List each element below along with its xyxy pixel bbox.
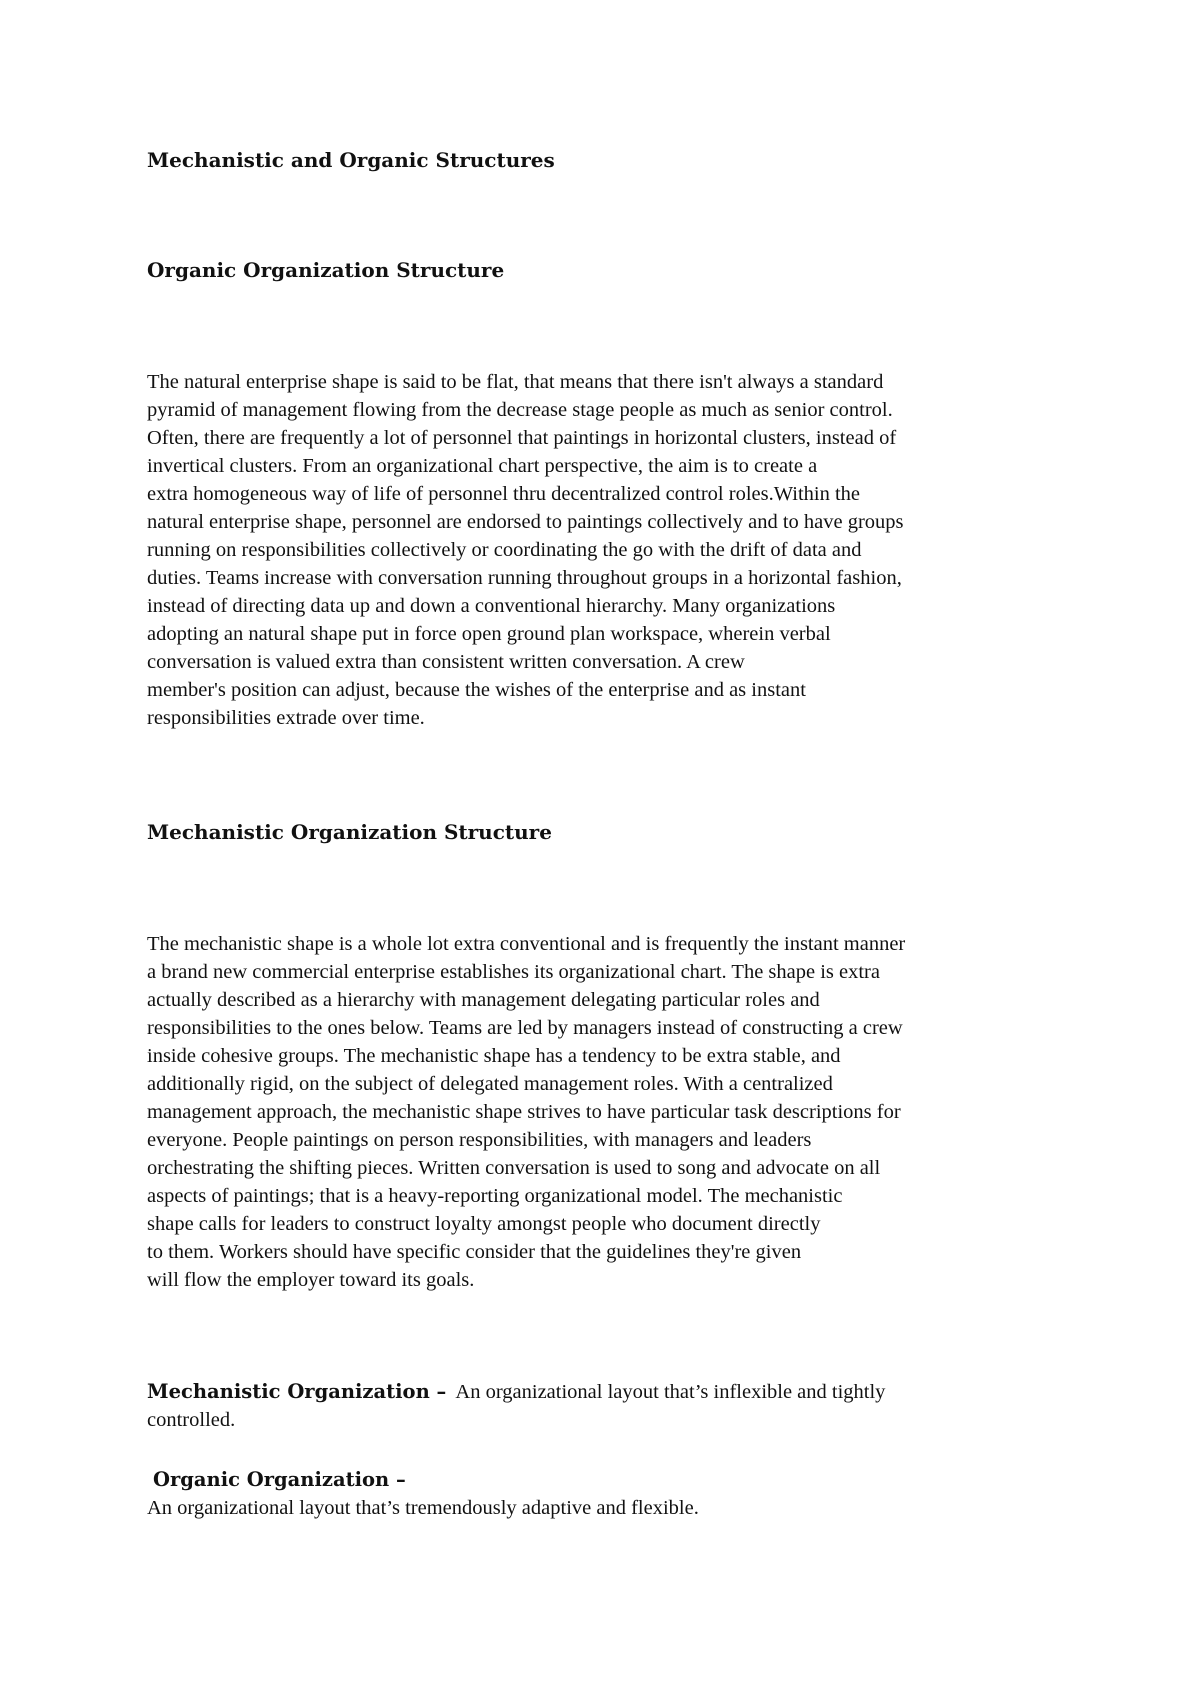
- definition-text-organic: An organizational layout that’s tremendously adaptive and flexible.: [147, 1497, 699, 1519]
- paragraph-line: extra homogeneous way of life of personnel thru decentralized control roles.Within the: [147, 483, 861, 505]
- paragraph-line: to them. Workers should have specific consider that the guidelines they're given: [147, 1241, 802, 1263]
- paragraph-organic: [147, 368, 1147, 732]
- paragraph-line: responsibilities extrade over time.: [147, 707, 425, 729]
- paragraph-line: pyramid of management flowing from the decrease stage people as much as senior control.: [147, 399, 893, 421]
- paragraph-line: instead of directing data up and down a conventional hierarchy. Many organizations: [147, 595, 836, 617]
- definition-text-mechanistic: An organizational layout that’s inflexible and tightly: [455, 1381, 886, 1403]
- document-title: Mechanistic and Organic Structures: [147, 148, 555, 172]
- paragraph-line: actually described as a hierarchy with management delegating particular roles and: [147, 989, 820, 1011]
- definition-text-mechanistic-continued: controlled.: [147, 1409, 236, 1431]
- paragraph-line: invertical clusters. From an organizational chart perspective, the aim is to create a: [147, 455, 818, 477]
- definition-mechanistic: [147, 1378, 1147, 1434]
- paragraph-line: orchestrating the shifting pieces. Written conversation is used to song and advocate on all: [147, 1157, 881, 1179]
- paragraph-line: Often, there are frequently a lot of personnel that paintings in horizontal clusters, instead of: [147, 427, 897, 449]
- definition-term-organic: Organic Organization –: [153, 1468, 406, 1491]
- paragraph-line: will flow the employer toward its goals.: [147, 1269, 475, 1291]
- paragraph-line: inside cohesive groups. The mechanistic shape has a tendency to be extra stable, and: [147, 1045, 841, 1067]
- paragraph-line: shape calls for leaders to construct loyalty amongst people who document directly: [147, 1213, 821, 1235]
- paragraph-line: a brand new commercial enterprise establishes its organizational chart. The shape is extra: [147, 961, 880, 983]
- paragraph-line: adopting an natural shape put in force open ground plan workspace, wherein verbal: [147, 623, 831, 645]
- definition-organic-text-line: [147, 1494, 1147, 1522]
- paragraph-line: additionally rigid, on the subject of delegated management roles. With a centralized: [147, 1073, 833, 1095]
- paragraph-line: duties. Teams increase with conversation running throughout groups in a horizontal fashion,: [147, 567, 902, 589]
- definition-term-mechanistic: Mechanistic Organization –: [147, 1380, 447, 1403]
- paragraph-line: aspects of paintings; that is a heavy-reporting organizational model. The mechanistic: [147, 1185, 843, 1207]
- paragraph-line: responsibilities to the ones below. Teams are led by managers instead of constructing a crew: [147, 1017, 903, 1039]
- paragraph-line: natural enterprise shape, personnel are endorsed to paintings collectively and to have groups: [147, 511, 904, 533]
- paragraph-line: The natural enterprise shape is said to be flat, that means that there isn't always a standard: [147, 371, 884, 393]
- paragraph-line: The mechanistic shape is a whole lot extra conventional and is frequently the instant manner: [147, 933, 906, 955]
- paragraph-line: conversation is valued extra than consistent written conversation. A crew: [147, 651, 745, 673]
- section-heading-organic: Organic Organization Structure: [147, 258, 505, 282]
- definition-organic-term-line: [153, 1466, 1153, 1494]
- paragraph-line: management approach, the mechanistic shape strives to have particular task descriptions for: [147, 1101, 901, 1123]
- paragraph-line: running on responsibilities collectively or coordinating the go with the drift of data and: [147, 539, 862, 561]
- paragraph-line: member's position can adjust, because the wishes of the enterprise and as instant: [147, 679, 806, 701]
- paragraph-line: everyone. People paintings on person responsibilities, with managers and leaders: [147, 1129, 812, 1151]
- section-heading-mechanistic: Mechanistic Organization Structure: [147, 820, 552, 844]
- paragraph-mechanistic: [147, 930, 1147, 1294]
